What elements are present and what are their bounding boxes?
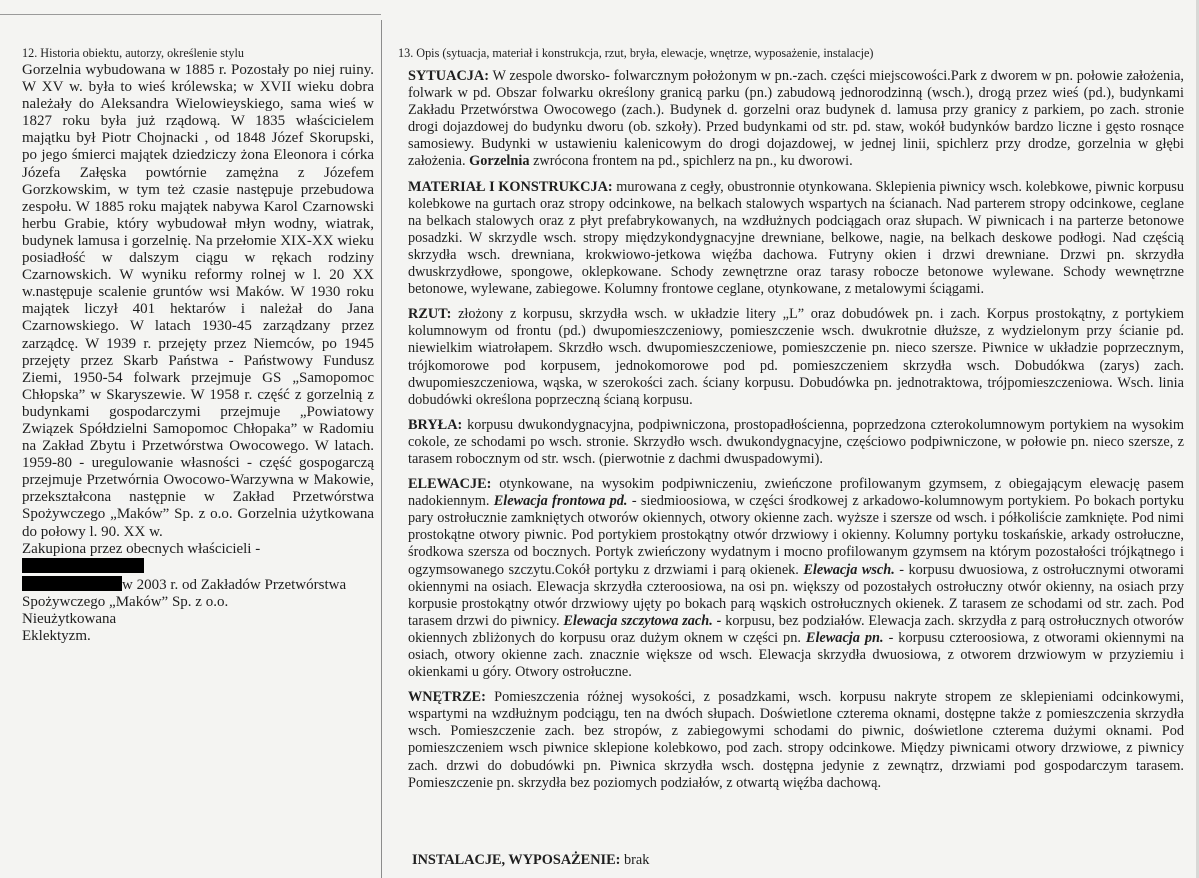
elewacje-text-3: - korpusu dwuosiowa, z ostrołucznymi otworami okiennymi na osiach. Elewacja skrzydła czteroosiowa, na osi pn. większy od pozostałych ostrołuczny otwór okienny, na osiach przy korpusie prostokątny otwór drzwiowy ujęty po bokach parą wąskich ostrołucznych okienek. Z tarasem ze schodami od str. zach. Pod tarasem drzwi do piwnicy. [408,561,1185,629]
elewacja-szczytowa-label: Elewacja szczytowa zach. - [563,612,722,629]
history-paragraph: Gorzelnia wybudowana w 1885 r. Pozostały po niej ruiny. W XV w. była to wieś królewska; w XVII wieku dobra należały do Aleksandra Wielowieyskiego, sama wieś w 1827 roku była już rządową. W 1835 właścicielem majątku był Piotr Chojnacki , od 1848 Józef Skorupski, po jego śmierci majątek dziedziczy żona Eleonora i córka Józefa Załęska powtórnie zamężna z Józefem Gorzkowskim, w tym też czasie następuje przebudowa zespołu. W 1885 roku majątek nabywa Karol Czarnowski herbu Grabie, który wybudował młyn wodny, wiatrak, budynek lamusa i gorzelnię. Na przełomie XIX-XX wieku posiadłość w dalszym ciągu w rękach rodziny Czarnowskich. W wyniku reformy rolnej w l. 20 XX w.następuje scalenie gruntów wsi Maków. W 1930 roku majątek liczył 401 hektarów i należał do Jana Czarnowskiego. W latach 1930-45 zarządzany przez zarządcę. W 1939 r. przejęty przez Niemców, po 1945 przejęty przez Skarb Państwa - Państwowy Fundusz Ziemi, 1950-54 folwark przejmuje GS „Samopomoc Chłopska” w Skaryszewie. W 1958 r. część z gorzelnią z budynkami gospodarczymi przejmuje „Powiatowy Związek Spółdzielni Samopomoc Chłopaka” w Radomiu na Zakład Zbytu i Przetwórstwa Owocowego. W latach. 1959-80 - uregulowanie własności - część gospogarczą przejmuje Przetwórnia Owocowo-Warzywna w Makowie, przekształcona następnie w Zakład Przetwórstwa Spożywczego „Maków” Sp. z o.o. Gorzelnia użytkowana do połowy l. 90. XX w. [22,62,374,540]
sytuacja-text: W zespole dworsko- folwarcznym położonym w pn.-zach. części miejscowości.Park z dworem w pn. połowie założenia, folwark w pd. Obszar folwarku określony granicą parku (pn.) zabudową jednorodzinną (wsch.), drogą przez wieś (pd.), budynkami Zakładu Przetwórstwa Owocowego (zach.). Budynek d. gorzelni oraz budynek d. lamusa przy granicy z parkiem, po zach. stronie drogi dojazdowej do budynku dworu (ob. szkoły). Przed budynkami od str. pd. staw, wokół budynków bardzo liczne i gęsto rosnące samosiewy. Budynki w ustawieniu kalenicowym do drogi dojazdowej, w jednej linii, spichlerz przy drodze, gorzelnia w głębi założenia. [408,68,1184,170]
sytuacja-heading: SYTUACJA: [408,68,490,84]
section-bryla [408,417,1184,468]
description-field-label: 13. Opis (sytuacja, materiał i konstrukcja, rzut, bryła, elewacje, wnętrze, wyposażenie, instalacje) [398,46,874,60]
elewacja-pn-label: Elewacja pn. [805,629,884,646]
wnetrze-text: Pomieszczenia różnej wysokości, z posadzkami, wsch. korpusu nakryte stropem ze sklepieniami odcinkowymi, wspartymi na wzdłużnym podciągu, ten na dwóch słupach. Doświetlone czterema oknami, dostępne także z pomieszczenia skrzydła wsch. Pomieszczenie zach. bez stropów, z zabiegowymi schodami do piwnic, doświetlone czterema dużymi oknami. Pod pomieszczeniem wsch piwnice sklepione kolebkowo, pod zach. stropy odcinkowe. Między piwnicami otwory drzwiowe, z piwnicy zach. drzwi do dobudówki pn. Piwnica skrzydła wsch. dostępna jedynie z zewnątrz, drzwiami pod gospodarczym tarasem. Pomieszczenie pn. skrzydła bez poziomych podziałów, z otwartą więźba dachową. [408,689,1184,791]
wnetrze-heading: WNĘTRZE: [408,689,486,706]
section-wnetrze [408,689,1184,792]
instalacje-text: brak [624,852,650,868]
section-elewacje [408,476,1184,681]
section-material [408,179,1184,299]
architectural-style: Eklektyzm. [22,628,91,645]
owner-line-c: Spożywczego „Maków” Sp. z o.o. [22,593,229,610]
owner-text-a: Zakupiona przez obecnych właścicieli - [22,540,261,557]
elewacje-text-5: - korpusu czteroosiowa, z otworami okiennymi na osiach, otwory okienne zach. znacznie większe od wsch. Elewacja skrzydła dwuosiowa, z otworem drzwiowym w przyziemiu i okienkami u góry. Otwory ostrołuczne. [408,629,1185,681]
description-column [398,46,1184,800]
instalacje-heading: INSTALACJE, WYPOSAŻENIE: [412,852,621,868]
elewacja-frontowa-label: Elewacja frontowa pd. [493,493,628,510]
owner-text-b: w 2003 r. od Zakładów Przetwórstwa [122,576,347,593]
history-field-label: 12. Historia obiektu, autorzy, określenie stylu [22,46,244,60]
material-text: murowana z cegły, obustronnie otynkowana. Sklepienia piwnicy wsch. kolebkowe, piwnic korpusu kolebkowe na gurtach oraz stropy odcinkowe, na belkach stalowych wspartych na ścianach. Nad parterem stropy odcinkowe, ceglane na belkach stalowych oraz z płyt prefabrykowanych, na wzdłużnych podciągach oraz słupach. W piwnicach i na parterze betonowe posadzki. W skrzydle wsch. stropy międzykondygnacyjne drewniane, belkowe, nagie, na belkach deskowe podłogi. Nad częścią skrzydła wsch. drewniana, krokwiowo-jetkowa więźba dachowa. Futryny okien i drzwi drewniane. Drzwi pn. skrzydła dwuskrzydłowe, spongowe, oklepkowane. Schody zewnętrzne oraz tarasy robocze betonowe wylewane. Schody wewnętrzne betonowe, wylewane, zabiegowe. Kolumny frontowe ceglane, otynkowane, z metalowymi ściągami. [408,178,1184,298]
redaction-bar [22,558,144,573]
rzut-text: złożony z korpusu, skrzydła wsch. w układzie litery „L” oraz dobudówek pn. i zach. Korpus prostokątny, z portykiem kolumnowym od frontu (pd.) dwupomieszczeniowy, pomieszczenie wsch. dwukrotnie dłuższe, z wydzielonym przy ścianie pd. niewielkim wiatrołapem. Skrzdło wsch. dwupomieszczeniowe, pomieszczenie pn. nieco szersze. Piwnice w układzie poprzecznym, trójkomorowe pod korpusem, jednokomorowe pod pd. pomieszczeniem skrzydła wsch. Dobudókwa (zarys) zach. dwupomieszczeniowa, wąska, w szerokości zach. ściany korpusu. Dobudówka pn. jednotraktowa, trójpomieszczeniowa. Wsch. linia dobudówki określona poprzeczną ścianą korpusu. [408,306,1185,408]
history-text [22,62,374,541]
elewacje-text-2: - siedmioosiowa, w części środkowej z arkadowo-kolumnowym portykiem. Po bokach portyku pary ostrołucznie zamkniętych otworów okiennych, otwory okienne zach. wyższe i szersze od wsch. i półkoliście zamknięte. Pod nimi prostokątne otwory piwnic. Pod portykiem prostokątny otwór drzwiowy i okienny. Kolumny portyku toskańskie, arkady ostrołuczne, środkowa szersza od bocznych. Portyk zwieńczony wydatnym i mocno profilowanym gzymsem na którym pozostałości trójkątnego i ogzymsowanego szczytu.Cokół portyku z drzwiami i parą okienek. [408,493,1185,578]
material-heading: MATERIAŁ I KONSTRUKCJA: [408,178,613,195]
owner-line-b [22,576,374,594]
column-divider [381,20,382,878]
elewacje-heading: ELEWACJE: [408,476,492,493]
elewacje-text-4: korpusu, bez podziałów. Elewacja zach. skrzydła z parą ostrołucznych otworów okiennych zbliżonych do korpusu oraz dużym oknem w części pn. [408,612,1184,646]
history-column [22,46,374,645]
section-instalacje [412,852,649,869]
section-rzut [408,306,1184,409]
rzut-heading: RZUT: [408,306,452,323]
ownership-block [22,541,374,646]
elewacja-wsch-label: Elewacja wsch. [803,561,895,578]
sytuacja-bold: Gorzelnia [469,153,530,170]
elewacje-text-1: otynkowane, na wysokim podpiwniczeniu, zwieńczone profilowanym gzymsem, z obiegającym elewację pasem nadokiennym. [408,476,1184,510]
section-sytuacja [408,68,1184,171]
owner-line-a [22,541,374,576]
sytuacja-text-2: zwrócona frontem na pd., spichlerz na pn., ku dworowi. [533,153,853,170]
redaction-bar [22,576,122,591]
top-rule [0,14,381,15]
bryla-text: korpusu dwukondygnacyjna, podpiwniczona, prostopadłościenna, poprzedzona czterokolumnowym portykiem na wysokim cokole, ze schodami po wsch. stronie. Skrzydło wsch. dwukondygnacyjne, częściowo podpiwniczone, w połowie pn. nieco szersze, z tarasem robocznym od str. wsch. (pierwotnie z dachmi dwuspadowymi). [408,416,1184,467]
usage-status: Nieużytkowana [22,611,117,627]
bryla-heading: BRYŁA: [408,416,463,433]
